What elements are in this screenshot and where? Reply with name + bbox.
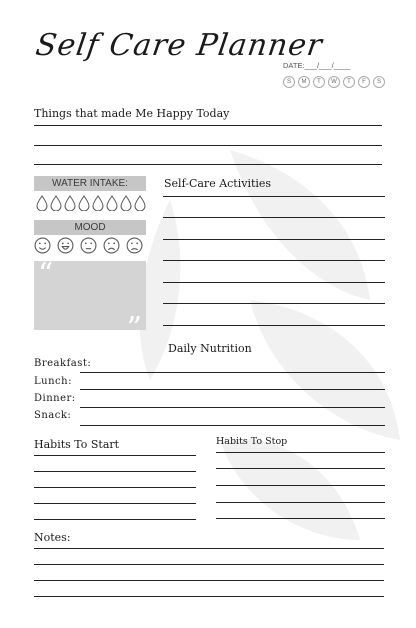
- writing-line[interactable]: [34, 519, 196, 520]
- habits-start-heading: Habits To Start: [34, 438, 120, 451]
- habits-stop-heading: Habits To Stop: [216, 436, 288, 447]
- writing-line[interactable]: [163, 239, 385, 240]
- writing-line[interactable]: [216, 518, 385, 519]
- writing-line[interactable]: [216, 452, 385, 453]
- writing-line[interactable]: [216, 485, 385, 486]
- weekday-circle[interactable]: M: [298, 76, 310, 88]
- weekday-circle[interactable]: F: [358, 76, 370, 88]
- water-drop-icon[interactable]: [120, 195, 132, 211]
- water-drop-icon[interactable]: [36, 195, 48, 211]
- water-drop-icon[interactable]: [50, 195, 62, 211]
- weekday-circle[interactable]: T: [343, 76, 355, 88]
- writing-line[interactable]: [34, 145, 382, 146]
- sad-face-icon[interactable]: [103, 237, 120, 254]
- mood-label: MOOD: [34, 220, 146, 235]
- water-drop-icon[interactable]: [64, 195, 76, 211]
- writing-line[interactable]: [163, 217, 385, 218]
- quote-close-icon: ”: [126, 311, 142, 346]
- water-drops: [36, 195, 146, 211]
- writing-line[interactable]: [80, 389, 385, 390]
- upset-face-icon[interactable]: [126, 237, 143, 254]
- notes-heading: Notes:: [34, 531, 71, 544]
- writing-line[interactable]: [163, 260, 385, 261]
- writing-line[interactable]: [216, 502, 385, 503]
- grin-face-icon[interactable]: [57, 237, 74, 254]
- writing-line[interactable]: [80, 372, 385, 373]
- writing-line[interactable]: [34, 548, 384, 549]
- weekday-circle[interactable]: W: [328, 76, 340, 88]
- writing-line[interactable]: [34, 125, 382, 126]
- meal-label: Snack:: [34, 410, 72, 421]
- weekday-circle[interactable]: S: [373, 76, 385, 88]
- nutrition-heading: Daily Nutrition: [168, 342, 252, 355]
- water-drop-icon[interactable]: [92, 195, 104, 211]
- writing-line[interactable]: [163, 282, 385, 283]
- water-drop-icon[interactable]: [134, 195, 146, 211]
- happy-face-icon[interactable]: [34, 237, 51, 254]
- writing-line[interactable]: [80, 425, 385, 426]
- weekday-circle[interactable]: T: [313, 76, 325, 88]
- date-label: DATE:___/___/____: [283, 61, 351, 70]
- meal-label: Lunch:: [34, 376, 72, 387]
- writing-line[interactable]: [34, 580, 384, 581]
- writing-line[interactable]: [34, 487, 196, 488]
- writing-line[interactable]: [216, 468, 385, 469]
- mood-faces: [34, 237, 143, 254]
- writing-line[interactable]: [163, 196, 385, 197]
- weekday-selector: [283, 76, 385, 88]
- activities-heading: Self-Care Activities: [164, 177, 272, 190]
- writing-line[interactable]: [34, 596, 384, 597]
- planner-title: Self Care Planner: [33, 28, 325, 63]
- water-drop-icon[interactable]: [78, 195, 90, 211]
- meal-label: Dinner:: [34, 393, 76, 404]
- meal-label: Breakfast:: [34, 358, 92, 369]
- water-intake-label: WATER INTAKE:: [34, 176, 146, 191]
- quote-open-icon: “: [38, 257, 54, 292]
- writing-line[interactable]: [34, 503, 196, 504]
- writing-line[interactable]: [34, 564, 384, 565]
- writing-line[interactable]: [34, 455, 196, 456]
- weekday-circle[interactable]: S: [283, 76, 295, 88]
- wink-face-icon[interactable]: [80, 237, 97, 254]
- water-drop-icon[interactable]: [106, 195, 118, 211]
- writing-line[interactable]: [80, 407, 385, 408]
- writing-line[interactable]: [34, 164, 382, 165]
- quote-box: [34, 257, 146, 346]
- writing-line[interactable]: [34, 471, 196, 472]
- writing-line[interactable]: [163, 303, 385, 304]
- writing-line[interactable]: [163, 325, 385, 326]
- happy-heading: Things that made Me Happy Today: [34, 107, 230, 120]
